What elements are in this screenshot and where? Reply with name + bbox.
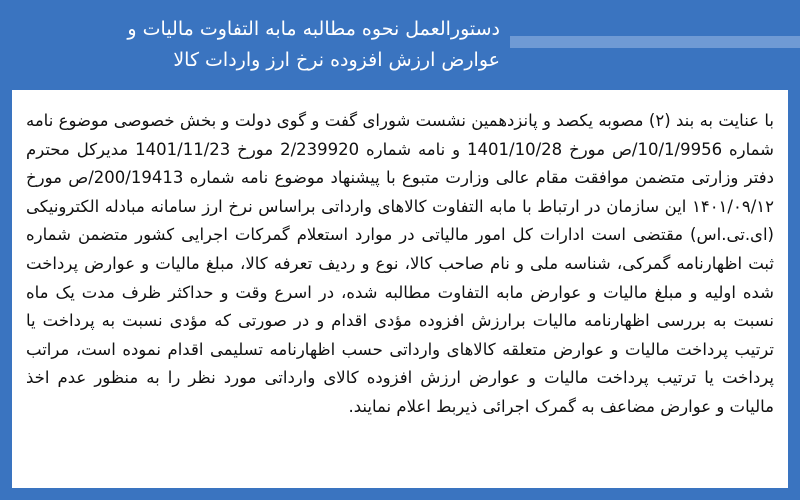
title-accent-bar	[510, 36, 800, 48]
title-line-2: عوارض ارزش افزوده نرخ ارز واردات کالا	[173, 49, 500, 71]
title-line-1: دستورالعمل نحوه مطالبه مابه التفاوت مالیات و	[127, 18, 500, 40]
body-paragraph: با عنایت به بند (۲) مصوبه یکصد و پانزدهمین نشست شورای گفت و گوی دولت و بخش خصوصی موضوع نامه شماره 10/1/9956/ص مورخ 1401/10/28 و نامه شماره 2/239920 مورخ 1401/11/23 مدیرکل محترم دفتر وزارتی متضمن موافقت مقام عالی وزارت متبوع با پیشنهاد موضوع نامه شماره 200/19413/ص مورخ ۱۴۰۱/۰۹/۱۲ این سازمان در ارتباط با مابه التفاوت کالاهای وارداتی براساس نرخ ارز سامانه مبادله الکترونیکی (ای.تی.اس) مقتضی است ادارات کل امور مالیاتی در موارد استعلام گمرکات اجرایی کشور متضمن شماره ثبت اظهارنامه گمرکی، شناسه ملی و نام صاحب کالا، نوع و ردیف تعرفه کالا، مبلغ مالیات و عوارض پرداخت شده اولیه و مبلغ مالیات و عوارض مابه التفاوت مطالبه شده، در اسرع وقت و حداکثر ظرف مدت یک ماه نسبت به بررسی اظهارنامه مالیات برارزش افزوده مؤدی اقدام و در صورتی که مؤدی نسبت به پرداخت یا ترتیب پرداخت مالیات و عوارض متعلقه کالاهای وارداتی حسب اظهارنامه تسلیمی اقدام نموده است، مراتب پرداخت یا ترتیب پرداخت مالیات و عوارض ارزش افزوده کالای وارداتی مورد نظر را به منظور عدم اخذ مالیات و عوارض مضاعف به گمرک اجرائی ذیربط اعلام نمایند.	[26, 111, 774, 416]
page-title	[30, 14, 500, 76]
content-panel	[12, 90, 788, 488]
header	[0, 0, 800, 90]
